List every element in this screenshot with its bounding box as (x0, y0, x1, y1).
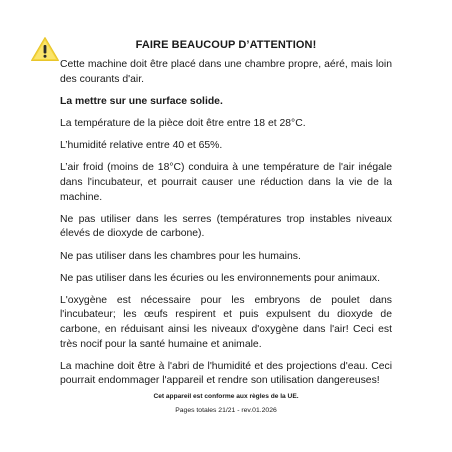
warning-triangle-icon (30, 36, 60, 62)
paragraph-human-rooms: Ne pas utiliser dans les chambres pour les humains. (60, 250, 301, 262)
paragraph-greenhouses: Ne pas utiliser dans les serres (températures trop instables niveaux élevés de dioxyde de carbone). (60, 213, 392, 240)
page-title: FAIRE BEAUCOUP D’ATTENTION! (135, 39, 317, 51)
paragraph-stables: Ne pas utiliser dans les écuries ou les environnements pour animaux. (60, 272, 380, 284)
paragraph-temperature: La température de la pièce doit être entre 18 et 28°C. (60, 117, 306, 129)
paragraph-placement: Cette machine doit être placé dans une chambre propre, aéré, mais loin des courants d'air. (60, 59, 392, 85)
paragraph-humidity: L’humidité relative entre 40 et 65%. (60, 140, 223, 152)
warning-content (60, 58, 392, 397)
paragraph-cold-air: L’air froid (moins de 18°C) conduira à une température de l'air inégale dans l'incubateur, et pourrait causer une réduction dans la vie de la machine. (60, 162, 392, 203)
conformity-note: Cet appareil est conforme aux règles de la UE. (153, 393, 299, 400)
page-info: Pages totales 21/21 - rev.01.2026 (175, 407, 277, 414)
paragraph-oxygen: L'oxygène est nécessaire pour les embryons de poulet dans l'incubateur; les œufs respirent et puis expulsent du dioxyde de carbone, en réduisant ainsi les niveaux d'oxygène dans l'air! Ceci est très nocif pour la santé humaine et animale. (60, 294, 392, 350)
paragraph-solid-surface: La mettre sur une surface solide. (60, 95, 223, 107)
paragraph-moisture: La machine doit être à l'abri de l'humidité et des projections d'eau. Ceci pourrait endommager l'appareil et rendre son utilisation dangereuses! (60, 360, 392, 387)
